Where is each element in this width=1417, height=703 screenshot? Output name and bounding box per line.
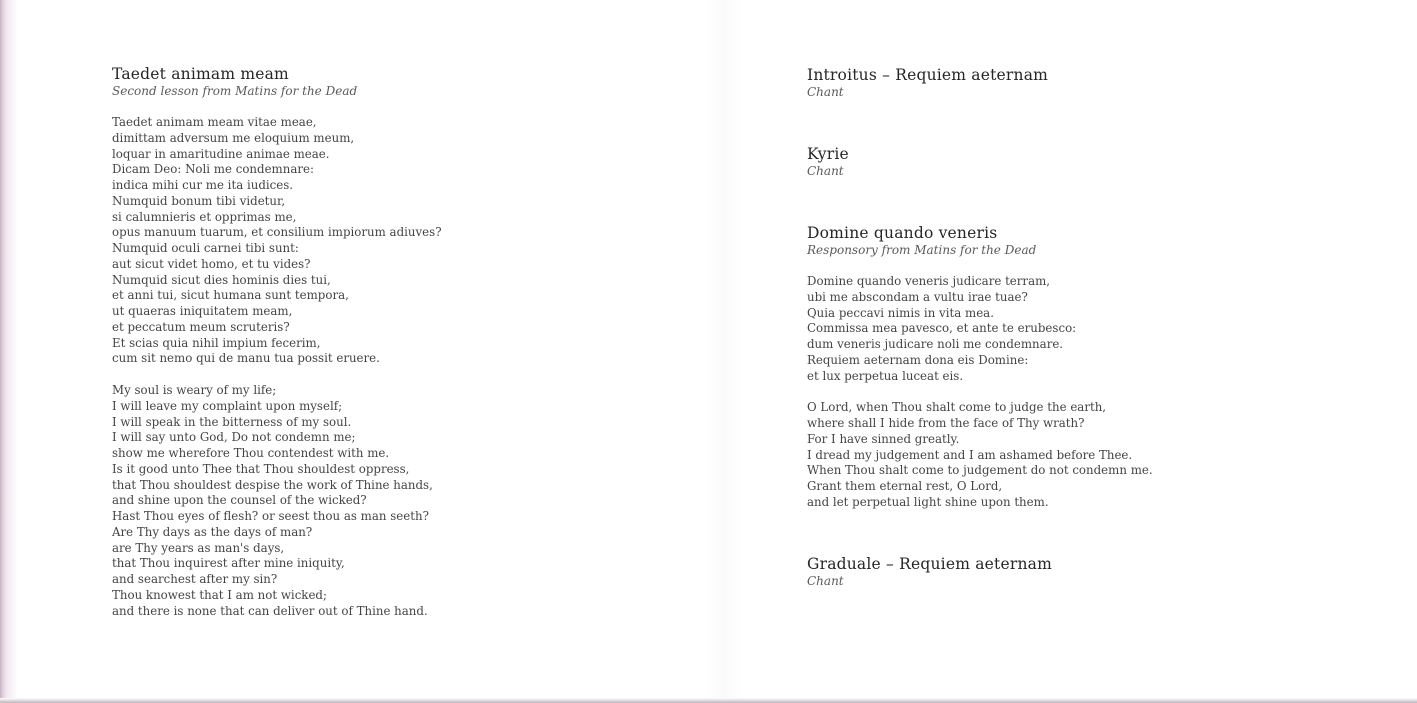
verse-line: that Thou inquirest after mine iniquity, (112, 556, 345, 571)
verse-line: When Thou shalt come to judgement do not condemn me. (807, 463, 1153, 478)
verse-line: I will leave my complaint upon myself; (112, 398, 343, 413)
verse-line: Grant them eternal rest, O Lord, (807, 479, 1003, 493)
verse-line: Taedet animam meam vitae meae, (112, 115, 317, 129)
page-edge-shadow (0, 0, 18, 703)
section-subtitle: Responsory from Matins for the Dead (807, 243, 1037, 257)
verse-line: and shine upon the counsel of the wicked? (112, 493, 367, 508)
verse-line: et anni tui, sicut humana sunt tempora, (112, 288, 349, 303)
bottom-edge-shadow (0, 698, 1417, 703)
verse-line: that Thou shouldest despise the work of Thine hands, (112, 477, 433, 492)
verse-line: Numquid sicut dies hominis dies tui, (112, 272, 331, 287)
verse-line: si calumnieris et opprimas me, (112, 209, 297, 224)
section-introitus (807, 66, 1048, 100)
verse-line: Dicam Deo: Noli me condemnare: (112, 162, 314, 177)
verse-line: My soul is weary of my life; (112, 383, 277, 397)
section-graduale (807, 555, 1052, 589)
latin-text (807, 274, 1153, 384)
verse-line: ut quaeras iniquitatem meam, (112, 304, 293, 318)
verse-line: and searchest after my sin? (112, 572, 278, 586)
verse-line: Domine quando veneris judicare terram, (807, 274, 1051, 288)
verse-line: I will say unto God, Do not condemn me; (112, 430, 356, 445)
section-taedet (112, 65, 442, 619)
english-text (112, 383, 442, 619)
verse-line: dum veneris judicare noli me condemnare. (807, 337, 1064, 351)
verse-line: Is it good unto Thee that Thou shouldest oppress, (112, 461, 410, 476)
verse-line: Requiem aeternam dona eis Domine: (807, 352, 1029, 367)
verse-line: show me wherefore Thou contendest with me. (112, 446, 390, 460)
spacer (807, 258, 1153, 274)
verse-line: Are Thy days as the days of man? (112, 524, 313, 539)
verse-line: Commissa mea pavesco, et ante te erubesco: (807, 321, 1077, 336)
section-subtitle: Chant (807, 164, 844, 178)
section-title: Introitus – Requiem aeternam (807, 66, 1049, 84)
section-title: Taedet animam meam (112, 65, 289, 83)
english-text (807, 400, 1153, 510)
verse-line: Et scias quia nihil impium fecerim, (112, 335, 321, 350)
spacer (112, 99, 442, 115)
verse-line: O Lord, when Thou shalt come to judge the earth, (807, 400, 1107, 415)
center-gutter (704, 0, 744, 703)
verse-line: aut sicut videt homo, et tu vides? (112, 256, 311, 271)
verse-line: are Thy years as man's days, (112, 540, 285, 555)
verse-line: ubi me abscondam a vultu irae tuae? (807, 289, 1028, 304)
verse-line: For I have sinned greatly. (807, 431, 960, 446)
verse-line: Hast Thou eyes of flesh? or seest thou as man seeth? (112, 509, 429, 523)
section-title: Graduale – Requiem aeternam (807, 555, 1052, 573)
verse-line: where shall I hide from the face of Thy wrath? (807, 416, 1085, 430)
section-subtitle: Second lesson from Matins for the Dead (112, 84, 358, 98)
verse-line: and there is none that can deliver out of Thine hand. (112, 603, 428, 618)
verse-line: Thou knowest that I am not wicked; (112, 587, 327, 602)
verse-line: dimittam adversum me eloquium meum, (112, 130, 355, 145)
section-domine (807, 224, 1153, 511)
section-subtitle: Chant (807, 574, 844, 588)
section-kyrie (807, 145, 849, 179)
verse-line: loquar in amaritudine animae meae. (112, 146, 330, 161)
verse-line: I will speak in the bitterness of my soul. (112, 414, 352, 429)
section-subtitle: Chant (807, 85, 844, 99)
verse-line: et peccatum meum scruteris? (112, 319, 290, 334)
verse-line: Numquid bonum tibi videtur, (112, 193, 286, 208)
verse-line: et lux perpetua luceat eis. (807, 368, 964, 383)
verse-line: opus manuum tuarum, et consilium impiorum adiuves? (112, 225, 442, 240)
spacer (112, 367, 442, 383)
verse-line: I dread my judgement and I am ashamed before Thee. (807, 447, 1133, 462)
latin-text (112, 115, 442, 367)
verse-line: cum sit nemo qui de manu tua possit eruere. (112, 351, 380, 366)
verse-line: Numquid oculi carnei tibi sunt: (112, 241, 299, 255)
section-title: Kyrie (807, 145, 849, 163)
verse-line: Quia peccavi nimis in vita mea. (807, 305, 994, 320)
section-title: Domine quando veneris (807, 224, 998, 242)
spacer (807, 384, 1153, 400)
verse-line: and let perpetual light shine upon them. (807, 494, 1049, 509)
verse-line: indica mihi cur me ita iudices. (112, 178, 294, 192)
